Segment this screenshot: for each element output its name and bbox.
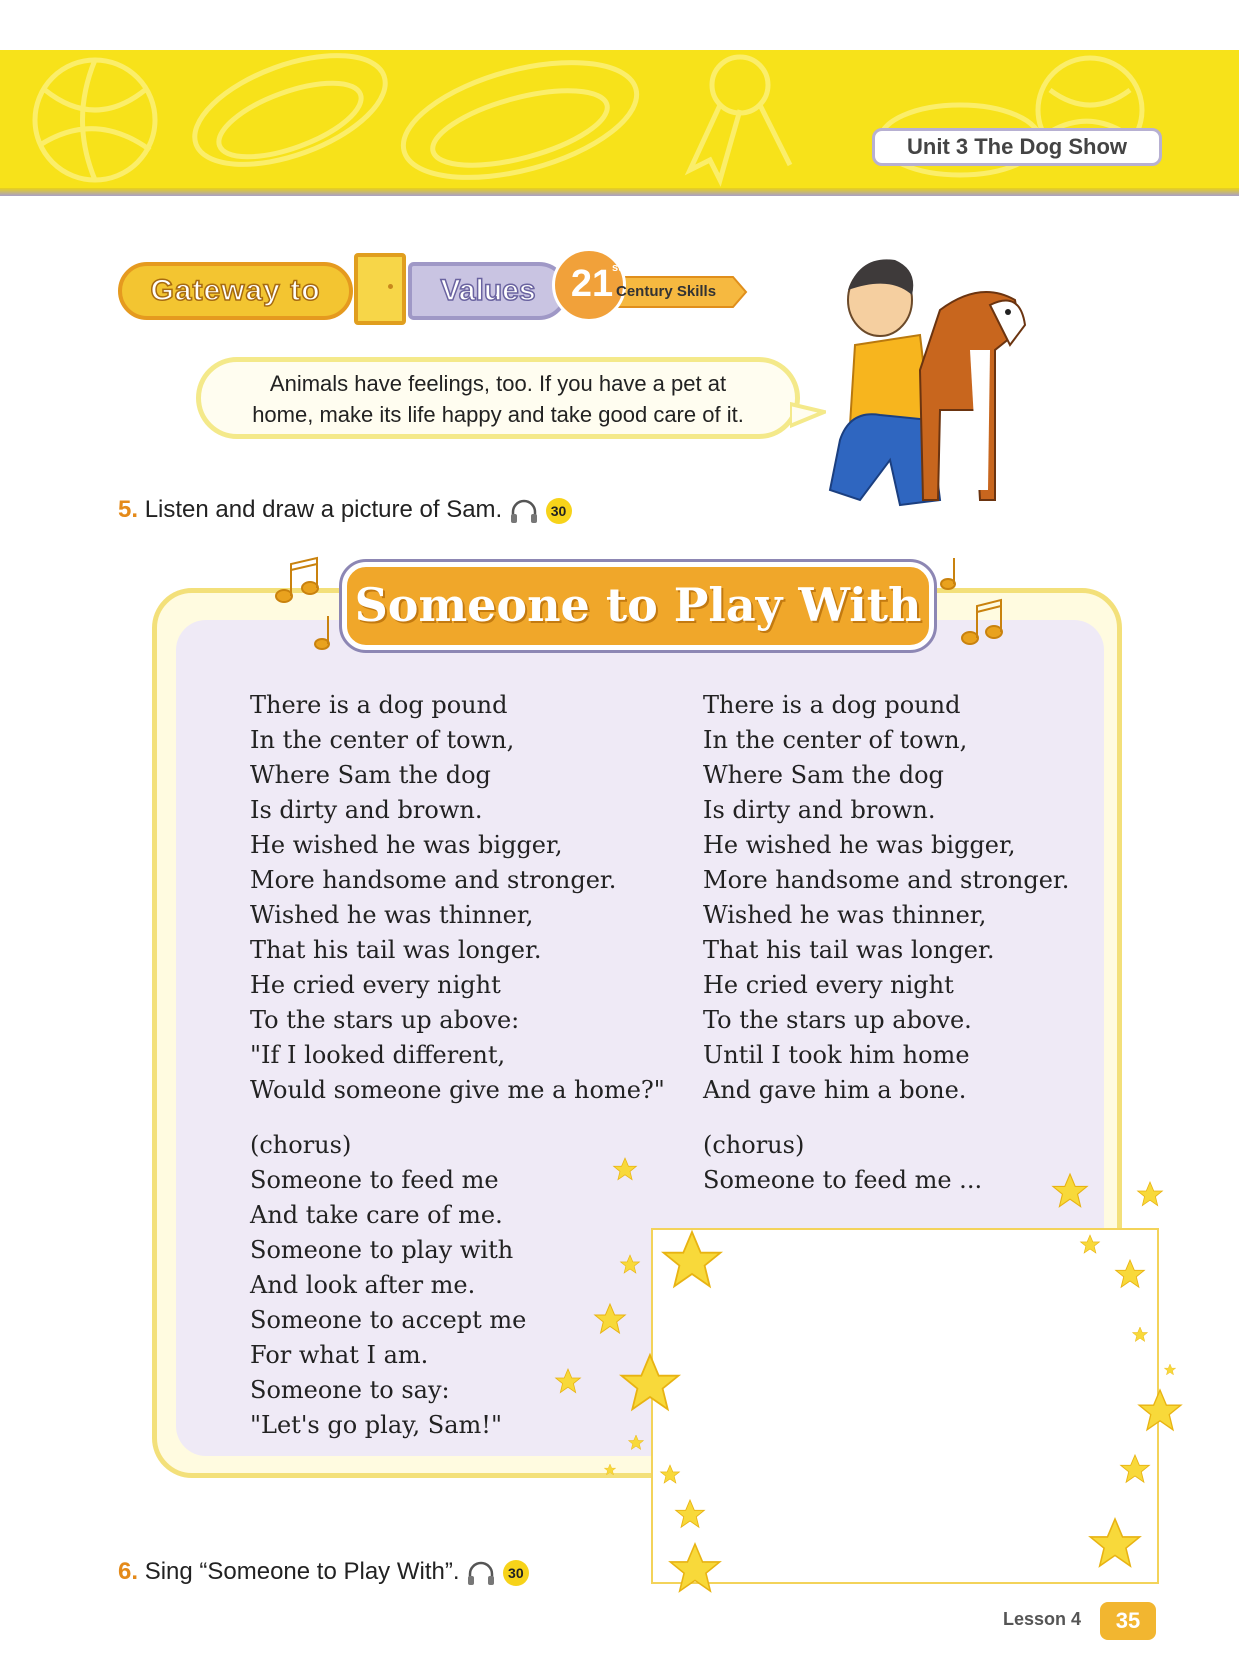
headphones-icon[interactable] <box>509 497 539 525</box>
exercise-6 <box>118 1558 529 1587</box>
lyric-line: Someone to play with <box>250 1236 514 1264</box>
lyric-line: And gave him a bone. <box>703 1076 967 1104</box>
lyric-line: He cried every night <box>250 971 501 999</box>
lyric-line: For what I am. <box>250 1341 429 1369</box>
lyric-line: He wished he was bigger, <box>703 831 1016 859</box>
audio-track-number: 30 <box>546 498 572 524</box>
right-verse <box>703 688 1069 1108</box>
lyric-line: Someone to accept me <box>250 1306 527 1334</box>
lyric-line: Is dirty and brown. <box>703 796 936 824</box>
lyric-line: Wished he was thinner, <box>250 901 534 929</box>
exercise-number: 5. <box>118 496 139 523</box>
door-knob-icon <box>388 284 393 289</box>
lyric-line: There is a dog pound <box>703 691 961 719</box>
lesson-label: Lesson 4 <box>1003 1609 1082 1629</box>
lyric-line: In the center of town, <box>703 726 968 754</box>
lyric-line: Would someone give me a home?" <box>250 1076 665 1104</box>
music-notes-icon <box>938 556 1008 656</box>
lyric-line: Until I took him home <box>703 1041 970 1069</box>
header-decoration <box>0 50 1239 192</box>
lyric-line: To the stars up above: <box>250 1006 520 1034</box>
lyric-line: There is a dog pound <box>250 691 508 719</box>
left-chorus <box>250 1128 526 1443</box>
lyric-line: Someone to say: <box>250 1376 450 1404</box>
lyric-line: In the center of town, <box>250 726 515 754</box>
page-number: 35 <box>1100 1602 1156 1640</box>
skills-suffix: st <box>612 262 622 274</box>
boy-and-dog-illustration <box>820 250 1040 520</box>
lyric-line: (chorus) <box>250 1131 352 1159</box>
message-line: Animals have feelings, too. If you have a pet at <box>269 371 727 396</box>
unit-tab: Unit 3 The Dog Show <box>872 128 1162 166</box>
exercise-instruction: Listen and draw a picture of Sam. <box>144 496 503 523</box>
header-banner <box>0 50 1239 192</box>
audio-track-number: 30 <box>503 1560 529 1586</box>
values-message-bubble <box>196 357 800 439</box>
stars-decoration <box>540 1150 1220 1610</box>
lyric-line: Someone to feed me <box>250 1166 499 1194</box>
lyric-line: That his tail was longer. <box>703 936 995 964</box>
left-verse <box>250 688 665 1108</box>
lyric-line: Wished he was thinner, <box>703 901 987 929</box>
lyric-line: More handsome and stronger. <box>250 866 617 894</box>
lyric-line: To the stars up above. <box>703 1006 972 1034</box>
values-label: Values <box>408 262 568 320</box>
lyric-line: And look after me. <box>250 1271 476 1299</box>
skills-label: Century Skills <box>616 283 717 300</box>
exercise-number: 6. <box>118 1558 139 1585</box>
lyric-line: He wished he was bigger, <box>250 831 563 859</box>
headphones-icon[interactable] <box>466 1559 496 1587</box>
lyric-line: Where Sam the dog <box>250 761 491 789</box>
skills-number: 21 <box>570 263 614 305</box>
lyric-line: "Let's go play, Sam!" <box>250 1411 502 1439</box>
lyric-line: (chorus) <box>703 1131 805 1159</box>
lyric-line: Someone to feed me ... <box>703 1166 983 1194</box>
exercise-5 <box>118 496 572 525</box>
lyric-line: More handsome and stronger. <box>703 866 1070 894</box>
lyric-line: "If I looked different, <box>250 1041 506 1069</box>
song-title: Someone to Play With <box>342 562 934 650</box>
lyric-line: He cried every night <box>703 971 954 999</box>
door-icon <box>354 253 406 325</box>
lyric-line: And take care of me. <box>250 1201 503 1229</box>
lyric-line: That his tail was longer. <box>250 936 542 964</box>
exercise-instruction: Sing “Someone to Play With”. <box>144 1558 460 1585</box>
music-notes-icon <box>272 556 342 656</box>
message-line: home, make its life happy and take good care of it. <box>252 402 744 427</box>
gateway-label: Gateway to <box>118 262 353 320</box>
header-stripe <box>0 188 1239 196</box>
lyric-line: Where Sam the dog <box>703 761 944 789</box>
lyric-line: Is dirty and brown. <box>250 796 483 824</box>
